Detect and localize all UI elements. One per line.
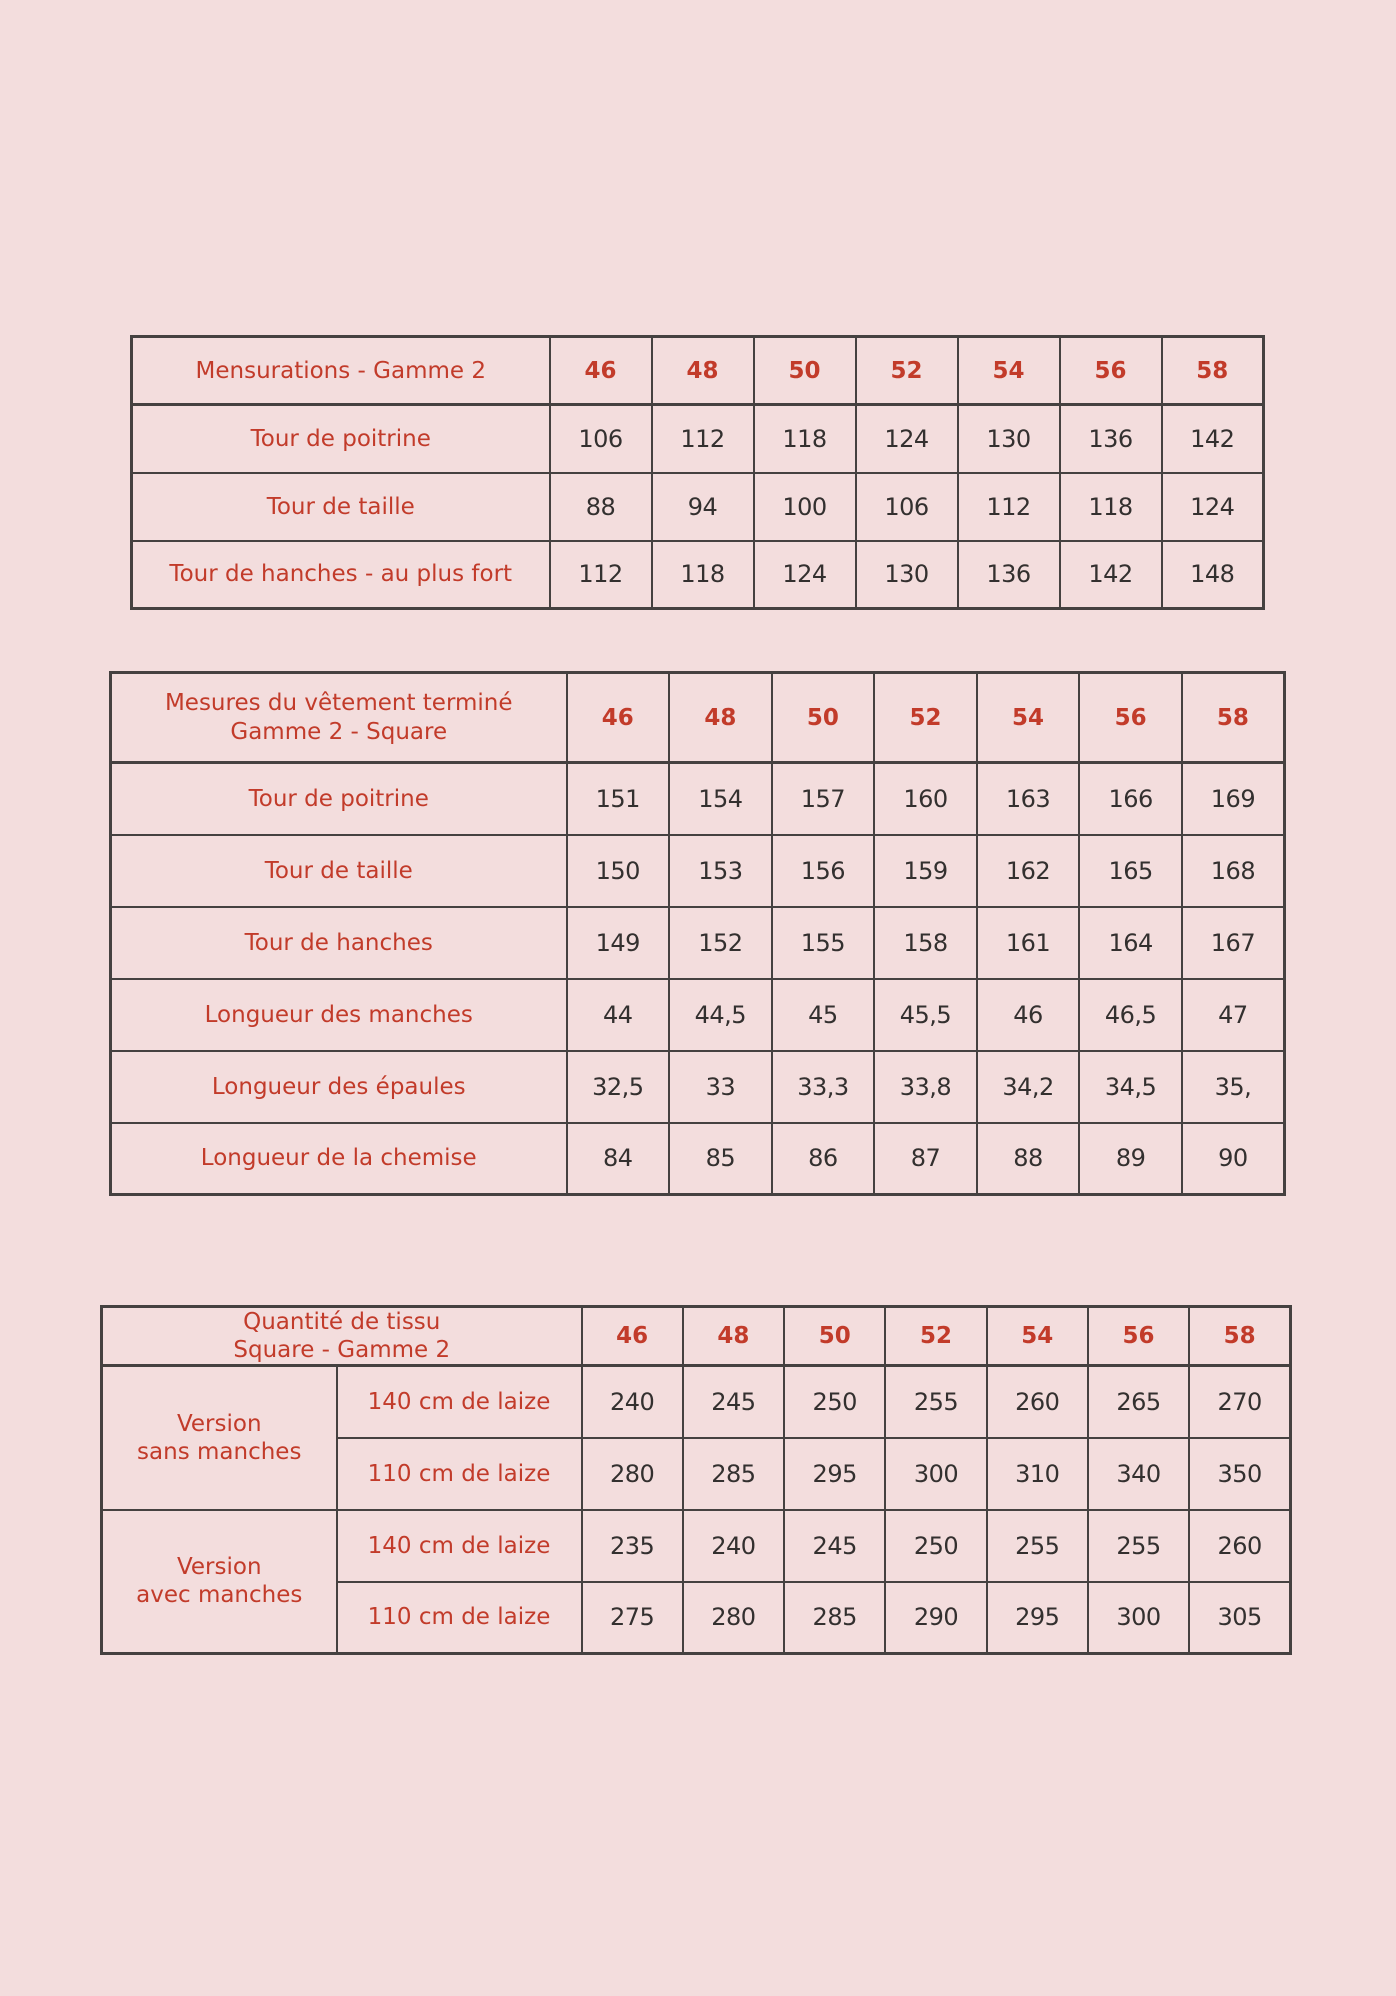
value-cell: 106 (550, 405, 652, 473)
value-cell: 46 (977, 979, 1080, 1051)
value-cell: 265 (1088, 1366, 1189, 1438)
table-header-row (102, 1307, 1291, 1366)
value-cell: 155 (772, 907, 875, 979)
table-row (111, 763, 1285, 835)
table-row (132, 405, 1264, 473)
value-cell: 255 (1088, 1510, 1189, 1582)
row-label: Longueur des manches (111, 979, 567, 1051)
version-group-label (102, 1366, 337, 1510)
table-row (132, 473, 1264, 541)
value-cell: 150 (567, 835, 670, 907)
value-cell: 118 (652, 541, 754, 609)
table2-title-line1: Mesures du vêtement terminé (164, 690, 513, 717)
value-cell: 149 (567, 907, 670, 979)
row-label: Tour de taille (111, 835, 567, 907)
size-col-header: 46 (550, 337, 652, 405)
version-label-line2: sans manches (137, 1438, 302, 1465)
value-cell: 158 (874, 907, 977, 979)
size-col-header: 58 (1189, 1307, 1290, 1366)
value-cell: 32,5 (567, 1051, 670, 1123)
value-cell: 260 (987, 1366, 1088, 1438)
value-cell: 310 (987, 1438, 1088, 1510)
row-label: Tour de hanches - au plus fort (132, 541, 550, 609)
body-measurements-table (130, 335, 1265, 610)
value-cell: 165 (1079, 835, 1182, 907)
value-cell: 168 (1182, 835, 1285, 907)
value-cell: 295 (987, 1582, 1088, 1654)
finished-garment-table (109, 671, 1286, 1196)
value-cell: 167 (1182, 907, 1285, 979)
size-col-header: 54 (987, 1307, 1088, 1366)
row-label: Tour de hanches (111, 907, 567, 979)
value-cell: 33,3 (772, 1051, 875, 1123)
value-cell: 240 (582, 1366, 683, 1438)
value-cell: 89 (1079, 1123, 1182, 1195)
size-col-header: 56 (1060, 337, 1162, 405)
size-col-header: 52 (874, 673, 977, 763)
size-col-header: 50 (754, 337, 856, 405)
size-col-header: 50 (772, 673, 875, 763)
value-cell: 88 (550, 473, 652, 541)
table-row (111, 907, 1285, 979)
value-cell: 153 (669, 835, 772, 907)
value-cell: 250 (885, 1510, 986, 1582)
size-col-header: 48 (683, 1307, 784, 1366)
value-cell: 118 (754, 405, 856, 473)
value-cell: 156 (772, 835, 875, 907)
value-cell: 84 (567, 1123, 670, 1195)
row-label: Longueur de la chemise (111, 1123, 567, 1195)
value-cell: 112 (958, 473, 1060, 541)
row-label: Tour de taille (132, 473, 550, 541)
size-col-header: 54 (958, 337, 1060, 405)
version-label-line2: avec manches (136, 1582, 303, 1609)
row-label: Longueur des épaules (111, 1051, 567, 1123)
value-cell: 300 (1088, 1582, 1189, 1654)
size-col-header: 52 (885, 1307, 986, 1366)
value-cell: 255 (987, 1510, 1088, 1582)
value-cell: 112 (550, 541, 652, 609)
size-col-header: 54 (977, 673, 1080, 763)
table-row (111, 835, 1285, 907)
size-col-header: 48 (652, 337, 754, 405)
value-cell: 44 (567, 979, 670, 1051)
table3-title-line1: Quantité de tissu (243, 1309, 441, 1335)
size-col-header: 46 (567, 673, 670, 763)
value-cell: 112 (652, 405, 754, 473)
value-cell: 88 (977, 1123, 1080, 1195)
fabric-quantity-table (100, 1305, 1292, 1655)
value-cell: 300 (885, 1438, 986, 1510)
value-cell: 124 (856, 405, 958, 473)
value-cell: 280 (582, 1438, 683, 1510)
value-cell: 34,5 (1079, 1051, 1182, 1123)
value-cell: 240 (683, 1510, 784, 1582)
value-cell: 163 (977, 763, 1080, 835)
value-cell: 245 (784, 1510, 885, 1582)
table3-title-line2: Square - Gamme 2 (233, 1337, 451, 1364)
value-cell: 33 (669, 1051, 772, 1123)
value-cell: 33,8 (874, 1051, 977, 1123)
value-cell: 285 (683, 1438, 784, 1510)
fabric-width-label: 140 cm de laize (337, 1510, 582, 1582)
value-cell: 350 (1189, 1438, 1290, 1510)
value-cell: 106 (856, 473, 958, 541)
table2-title (111, 673, 567, 763)
table-header-row (111, 673, 1285, 763)
value-cell: 160 (874, 763, 977, 835)
size-col-header: 46 (582, 1307, 683, 1366)
value-cell: 164 (1079, 907, 1182, 979)
table-row (132, 541, 1264, 609)
value-cell: 118 (1060, 473, 1162, 541)
value-cell: 87 (874, 1123, 977, 1195)
row-label: Tour de poitrine (111, 763, 567, 835)
value-cell: 169 (1182, 763, 1285, 835)
value-cell: 124 (1162, 473, 1264, 541)
value-cell: 157 (772, 763, 875, 835)
value-cell: 305 (1189, 1582, 1290, 1654)
value-cell: 154 (669, 763, 772, 835)
value-cell: 161 (977, 907, 1080, 979)
row-label: Tour de poitrine (132, 405, 550, 473)
value-cell: 295 (784, 1438, 885, 1510)
value-cell: 159 (874, 835, 977, 907)
value-cell: 90 (1182, 1123, 1285, 1195)
value-cell: 250 (784, 1366, 885, 1438)
value-cell: 44,5 (669, 979, 772, 1051)
value-cell: 130 (958, 405, 1060, 473)
value-cell: 130 (856, 541, 958, 609)
table-row (111, 1123, 1285, 1195)
value-cell: 85 (669, 1123, 772, 1195)
table-row (102, 1366, 1291, 1438)
size-col-header: 56 (1079, 673, 1182, 763)
fabric-width-label: 110 cm de laize (337, 1582, 582, 1654)
version-label-line1: Version (176, 1410, 262, 1437)
value-cell: 255 (885, 1366, 986, 1438)
value-cell: 260 (1189, 1510, 1290, 1582)
table1-title: Mensurations - Gamme 2 (132, 337, 550, 405)
table-row (102, 1510, 1291, 1582)
value-cell: 166 (1079, 763, 1182, 835)
value-cell: 45 (772, 979, 875, 1051)
size-col-header: 48 (669, 673, 772, 763)
size-col-header: 58 (1162, 337, 1264, 405)
table-row (111, 979, 1285, 1051)
value-cell: 285 (784, 1582, 885, 1654)
value-cell: 290 (885, 1582, 986, 1654)
value-cell: 152 (669, 907, 772, 979)
value-cell: 142 (1162, 405, 1264, 473)
value-cell: 34,2 (977, 1051, 1080, 1123)
value-cell: 45,5 (874, 979, 977, 1051)
value-cell: 136 (958, 541, 1060, 609)
value-cell: 124 (754, 541, 856, 609)
version-label-line1: Version (176, 1554, 262, 1581)
size-col-header: 50 (784, 1307, 885, 1366)
value-cell: 47 (1182, 979, 1285, 1051)
value-cell: 35, (1182, 1051, 1285, 1123)
size-col-header: 52 (856, 337, 958, 405)
value-cell: 162 (977, 835, 1080, 907)
fabric-width-label: 140 cm de laize (337, 1366, 582, 1438)
size-col-header: 56 (1088, 1307, 1189, 1366)
value-cell: 235 (582, 1510, 683, 1582)
value-cell: 46,5 (1079, 979, 1182, 1051)
table3-title (102, 1307, 582, 1366)
value-cell: 86 (772, 1123, 875, 1195)
value-cell: 280 (683, 1582, 784, 1654)
value-cell: 270 (1189, 1366, 1290, 1438)
fabric-width-label: 110 cm de laize (337, 1438, 582, 1510)
value-cell: 275 (582, 1582, 683, 1654)
value-cell: 148 (1162, 541, 1264, 609)
value-cell: 245 (683, 1366, 784, 1438)
size-col-header: 58 (1182, 673, 1285, 763)
value-cell: 94 (652, 473, 754, 541)
value-cell: 136 (1060, 405, 1162, 473)
value-cell: 142 (1060, 541, 1162, 609)
value-cell: 340 (1088, 1438, 1189, 1510)
table2-title-line2: Gamme 2 - Square (230, 718, 448, 745)
value-cell: 100 (754, 473, 856, 541)
version-group-label (102, 1510, 337, 1654)
value-cell: 151 (567, 763, 670, 835)
table-row (111, 1051, 1285, 1123)
table-header-row (132, 337, 1264, 405)
